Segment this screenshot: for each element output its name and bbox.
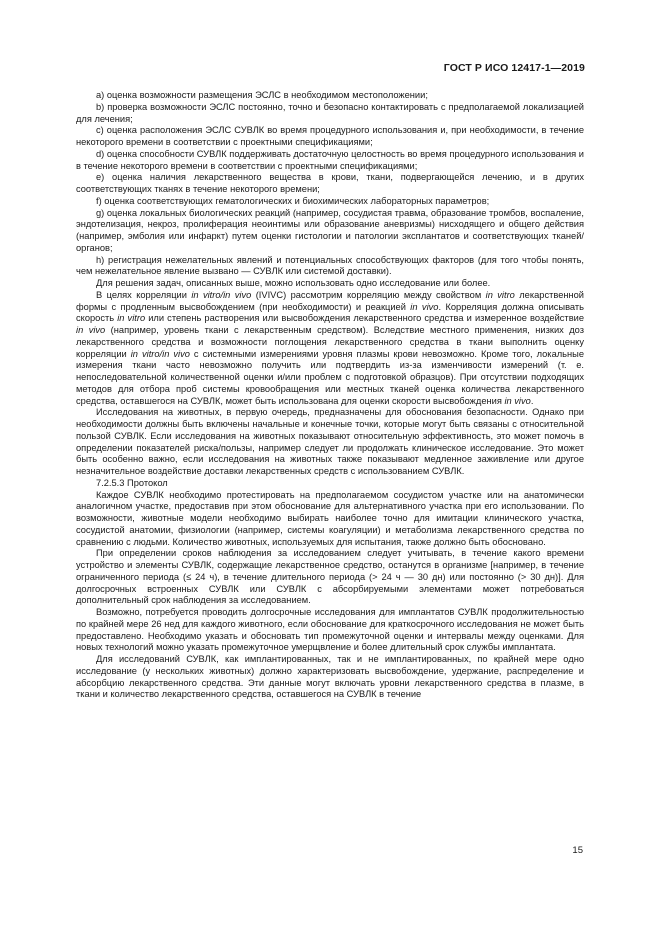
paragraph-protocol: Каждое СУВЛК необходимо протестировать на предполагаемом сосудистом участке или на анатомически аналогичном участке, предоставив при этом обоснование для альтернативного участка при его использовании. По возможности, животные модели необходимо выбирать наиболее точно для имитации клинического участка, сосудистой анатомии, физиологии (например, системы коагуляции) и метаболизма лекарственного средства по сравнению с людьми. Количество животных, используемых для испытания, также должно быть обосновано. [76,489,584,547]
section-heading-7-2-5-3: 7.2.5.3 Протокол [96,477,168,488]
paragraph-ivivc: В целях корреляции in vitro/in vivo (IVIVC) рассмотрим корреляцию между свойством in vitro лекарственной формы с продленным высвобождением (при необходимости) и реакцией in vivo. Корреляция должна описывать скорость in vitro или степень растворения или высвобождения лекарственного средства и измеренное воздействие in vivo (например, уровень ткани с лекарственным средством). Вследствие местного применения, низких доз лекарственного средства и возможности поглощения лекарственного средства в ткани выполнить оценку корреляции in vitro/in vivo с системными измерениями уровня плазмы крови невозможно. Кроме того, локальные измерения ткани часто невозможно получить или подтвердить из-за изменчивости измерений (т. е. непоследовательной количественной оценки и/или проблем с подготовкой образцов). При отсутствии подходящих методов для отбора проб системы кровообращения или местных тканей оценка количества лекарственного средства, оставшегося на СУВЛК, может быть использована для оценки скорости высвобождения in vivo. [76,289,585,406]
document-body [76,90,584,701]
paragraph-long-term-studies: Возможно, потребуется проводить долгосрочные исследования для имплантатов СУВЛК продолжительностью по крайней мере 26 нед для каждого животного, если обоснование для краткосрочного исследования не может быть предоставлено. Необходимо указать и обосновать тип промежуточной оценки и интервалы между оценками. Для новых технологий можно указать промежуточное умерщвление и более длительный срок службы имплантата. [76,607,584,653]
paragraph-item-h: h) регистрация нежелательных явлений и потенциальных способствующих факторов (для того чтобы понять, чем нежелательное явление вызвано — СУВЛК или системой доставки). [76,254,584,277]
paragraph-item-f: f) оценка соответствующих гематологических и биохимических лабораторных параметров; [96,195,490,206]
paragraph-item-b: b) проверка возможности ЭСЛС постоянно, точно и безопасно контактировать с предполагаемой локализацией для лечения; [76,101,584,124]
page-number: 15 [572,845,583,856]
document-header: ГОСТ Р ИСО 12417-1—2019 [443,62,585,74]
paragraph-item-e: e) оценка наличия лекарственного вещества в крови, ткани, подвергающейся лечению, и в других соответствующих тканях в течение некоторого времени; [76,172,584,194]
paragraph-item-g: g) оценка локальных биологических реакций (например, сосудистая травма, образование тромбов, воспаление, эндотелизация, некроз, пролиферация неоинтимы или образование аневризмы) нисходящего и общего действия (например, эмболия или инфаркт) путем оценки гистологии и патологии эксплантатов и соответствующих тканей/органов; [76,207,584,253]
paragraph-observation-terms: При определении сроков наблюдения за исследованием следует учитывать, в течение какого времени устройство и элементы СУВЛК, содержащие лекарственное средство, останутся в организме [например, в течение ограниченного периода (≤ 24 ч), в течение длительного периода (> 24 ч — 30 дн) или постоянно (> 30 дн)]. Для долгосрочных встроенных СУВЛК или СУВЛК с абсорбируемыми элементами может потребоваться дополнительный срок наблюдения за исследованием. [76,548,584,606]
paragraph-item-a: a) оценка возможности размещения ЭСЛС в необходимом местоположении; [96,90,428,100]
paragraph-animal-studies: Исследования на животных, в первую очередь, предназначены для обоснования безопасности. Однако при необходимости должны быть включены начальные и конечные точки, которые могут быть связаны с относительной пользой СУВЛК. Если исследования на животных показывают относительную эффективность, это может помочь в определении показателей риска/пользы, например следует ли продолжать клиническое исследование. Это может быть особенно важно, если исследования на животных также показывают медленное заживление или другое незначительное воздействие доставки лекарственных средств с использованием СУВЛК. [76,407,584,476]
paragraph: Для решения задач, описанных выше, можно использовать одно исследование или более. [96,278,491,288]
paragraph-item-c: c) оценка расположения ЭСЛС СУВЛК во время процедурного использования и, при необходимости, в течение некоторого времени в соответствии с проектными спецификациями; [76,125,584,147]
paragraph-item-d: d) оценка способности СУВЛК поддерживать достаточную целостность во время процедурного использования и в течение некоторого времени в соответствии с проектными спецификациями; [76,148,584,171]
paragraph-release-studies: Для исследований СУВЛК, как имплантированных, так и не имплантированных, по крайней мере одно исследование (у нескольких животных) должно характеризовать высвобождение, удержание, распределение и абсорбцию лекарственного средства. Эти данные могут включать уровни лекарственного средства в плазме, в ткани и количество лекарственного средства, оставшегося на СУВЛК в течение [76,654,584,700]
